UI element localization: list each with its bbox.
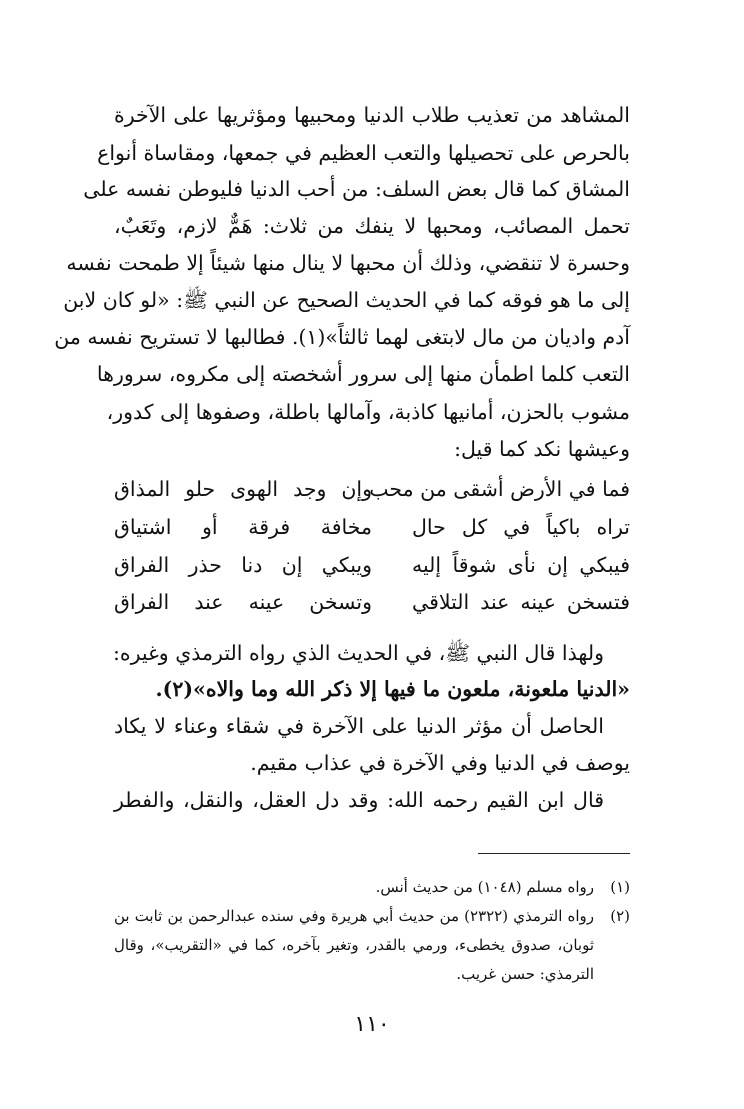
- verse-1-second: وإن وجد الهوى حلو المذاق: [114, 477, 372, 501]
- footnote-2-line-3: الترمذي: حسن غريب.: [456, 965, 594, 983]
- body-line-15: قال ابن القيم رحمه الله: وقد دل العقل، والنقل، والفطر: [114, 788, 604, 812]
- body-line-11: ولهذا قال النبي ﷺ، في الحديث الذي رواه الترمذي وغيره:: [112, 641, 604, 665]
- body-line-13: الحاصل أن مؤثر الدنيا على الآخرة في شقاء وعناء لا يكاد: [114, 714, 604, 738]
- footnote-1-text: رواه مسلم (١٠٤٨) من حديث أنس.: [375, 878, 594, 896]
- verse-2-second: مخافة فرقة أو اشتياق: [114, 515, 372, 539]
- footnote-separator: [478, 853, 630, 854]
- body-line-14: يوصف في الدنيا وفي الآخرة في عذاب مقيم.: [250, 751, 630, 775]
- verse-3-second: ويبكي إن دنا حذر الفراق: [114, 553, 372, 577]
- body-line-9: مشوب بالحزن، أمانيها كاذبة، وآمالها باطلة، وصفوها إلى كدور،: [106, 400, 630, 424]
- verse-4-first: فتسخن عينه عند التلاقي: [412, 590, 630, 614]
- body-line-6: إلى ما هو فوقه كما في الحديث الصحيح عن النبي ﷺ: «لو كان لابن: [63, 288, 630, 312]
- footnote-1: [114, 874, 630, 900]
- body-line-1: المشاهد من تعذيب طلاب الدنيا ومحبيها ومؤثريها على الآخرة: [114, 103, 630, 127]
- body-line-10: وعيشها نكد كما قيل:: [454, 437, 630, 461]
- footnote-2-number: (٢): [610, 907, 630, 925]
- verse-1-first: فما في الأرض أشقى من محب: [369, 477, 630, 501]
- body-line-2: بالحرص على تحصيلها والتعب العظيم في جمعها، ومقاساة أنواع: [97, 141, 630, 165]
- body-line-8: التعب كلما اطمأن منها إلى سرور أشخصته إلى مكروه، سرورها: [96, 362, 630, 386]
- body-line-5: وحسرة لا تنقضي، وذلك أن محبها لا ينال منها شيئاً إلا طمحت نفسه: [66, 251, 630, 275]
- footnote-1-number: (١): [610, 878, 630, 896]
- page-number: ١١٠: [354, 1012, 390, 1037]
- verse-4-second: وتسخن عينه عند الفراق: [114, 590, 372, 614]
- body-line-7: آدم واديان من مال لابتغى لهما ثالثاً»(١). فطالبها لا تستريح نفسه من: [54, 325, 630, 349]
- verse-3-first: فيبكي إن نأى شوقاً إليه: [412, 553, 630, 577]
- footnote-2-line-1: رواه الترمذي (٢٣٢٢) من حديث أبي هريرة وفي سنده عبدالرحمن بن ثابت بن: [114, 907, 595, 925]
- hadith-quote-line: «الدنيا ملعونة، ملعون ما فيها إلا ذكر الله وما والاه»(٢).: [155, 677, 630, 701]
- footnote-2-line-2: ثوبان، صدوق يخطىء، ورمي بالقدر، وتغير بآخره، كما في «التقريب»، وقال: [114, 936, 594, 954]
- verse-2-first: تراه باكياً في كل حال: [412, 515, 630, 539]
- body-line-3: المشاق كما قال بعض السلف: من أحب الدنيا فليوطن نفسه على: [83, 177, 630, 201]
- body-line-4: تحمل المصائب، ومحبها لا ينفك من ثلاث: هَمٌّ لازم، وتَعَبٌ،: [114, 214, 630, 238]
